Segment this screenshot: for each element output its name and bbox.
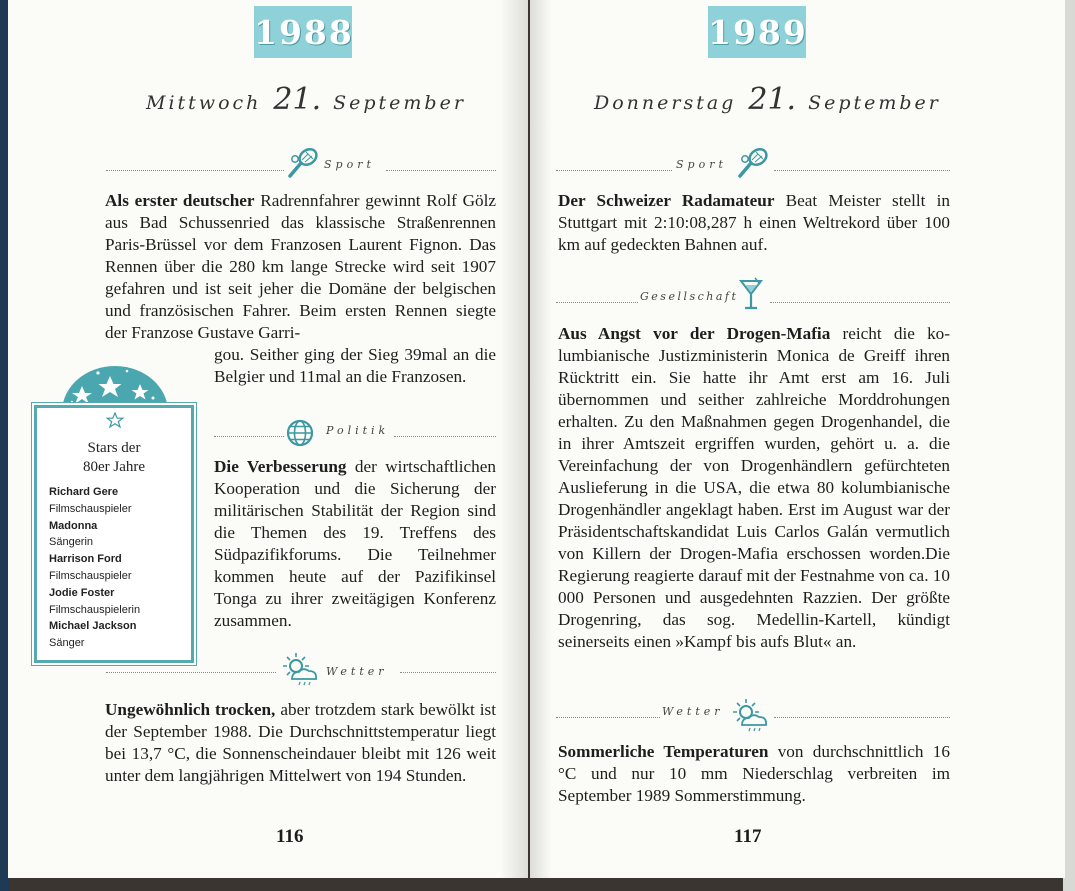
section-divider	[774, 717, 950, 718]
wetter-lead: Ungewöhnlich trocken,	[105, 700, 276, 719]
gesellschaft-lead: Aus Angst vor der Drogen-Mafia	[558, 324, 831, 343]
section-divider	[400, 672, 496, 673]
sport-text: Beat Meister stellt in Stuttgart mit 2:10:08,287 h einen Weltrekord über 100 km auf gedeckten Bahnen auf.	[558, 191, 950, 254]
section-divider	[386, 170, 496, 171]
date-heading	[594, 82, 941, 117]
section-divider	[106, 170, 284, 171]
year-header: 1988	[254, 6, 352, 58]
month: September	[808, 92, 941, 114]
wetter-text: aber trotzdem stark bewölkt ist der September 1988. Die Durchschnittstemperatur liegt bei 13,7 °C, die Sonnenscheindauer bleibt mit 126 weit unter dem langjährigen Mittelwert von 194 Stunden.	[105, 700, 496, 785]
star-name: Jodie Foster	[49, 586, 115, 599]
sun-cloud-icon	[726, 697, 770, 733]
star-role: Filmschauspieler	[49, 502, 132, 515]
stars-title-line2: 80er Jahre	[82, 459, 146, 475]
sport-lead: Als erster deutscher	[105, 191, 255, 210]
year-header: 1989	[708, 6, 806, 58]
section-label-politik: Politik	[326, 424, 390, 437]
star-name: Michael Jackson	[49, 620, 137, 633]
section-divider	[770, 302, 950, 303]
star-name: Richard Gere	[49, 486, 119, 498]
sport-paragraph-continued: gou. Seither ging der Sieg 39mal an die Belgier und 11mal an die Franzosen.	[214, 345, 496, 386]
sport-paragraph	[105, 190, 496, 344]
wetter-paragraph	[558, 741, 950, 807]
stars-title-line1: Stars der	[87, 440, 141, 456]
gesellschaft-text: reicht die kolumbianische Justizministerin Monica de Greiff ihren Rücktritt ein. Sie hatte ihr Amt erst am 16. Juli übernommen und seither zahlreiche Morddrohungen erhalten. Zu den Maßnahmen gegen Drogenhandel, die in ihrer Amtszeit ergriffen wurden, gehört u. a. die Vereinfachung der von Drogenhändlern gefürchteten Auslieferung in die USA, die etwa 80 kolumbianische Drogenhändler angeklagt haben. Erst im August war der Präsidentschaftskandidat Luis Carlos Galán vermutlich von Killern der Drogen-Mafia erschossen worden.Die Regierung reagierte darauf mit der Festnahme von ca. 10 000 Personen und ausgedehnten Razzien. Der größte Drogenring, das sog. Medellin-Kartell, kündigt seinerseits einen »Kampf bis aufs Blut« an.	[558, 324, 951, 651]
star-role: Filmschauspieler	[49, 569, 132, 582]
wetter-lead: Sommerliche Temperaturen	[558, 742, 769, 761]
weekday: Donnerstag	[594, 92, 737, 114]
section-divider	[556, 717, 660, 718]
wetter-paragraph	[105, 699, 496, 787]
section-label-wetter: Wetter	[326, 665, 388, 678]
section-label-sport: Sport	[324, 158, 375, 171]
section-label-sport: Sport	[676, 158, 727, 171]
cocktail-glass-icon	[738, 276, 764, 312]
section-divider	[106, 672, 276, 673]
gesellschaft-paragraph	[558, 323, 950, 653]
star-role: Sängerin	[49, 536, 94, 549]
weekday: Mittwoch	[146, 92, 262, 114]
section-divider	[774, 170, 950, 171]
tennis-racket-icon	[286, 146, 320, 180]
politik-text: der wirtschaftlichen Kooperation und die Sicherung der militärischen Stabilität der Region sind die Themen des 19. Treffens des Südpazifikforums. Die Teilnehmer kommen heute auf der Pazifikinsel Tonga zu ihrer zweitägigen Konferenz zusammen.	[214, 457, 496, 630]
star-name: Madonna	[49, 519, 98, 532]
page-number: 117	[734, 826, 762, 847]
star-role: Filmschauspielerin	[49, 603, 141, 616]
right-page	[530, 0, 1065, 878]
section-divider	[394, 436, 496, 437]
sport-paragraph	[558, 190, 950, 256]
section-divider	[214, 436, 284, 437]
stars-sidebar	[34, 405, 194, 663]
stars-list	[49, 484, 140, 652]
wetter-text: von durchschnittlich 16 °C und nur 10 mm Niederschlag verbreiten im September 1989 Sommerstimmung.	[558, 742, 950, 805]
politik-paragraph	[214, 456, 496, 632]
star-name: Harrison Ford	[49, 553, 122, 566]
day: 21.	[748, 82, 797, 117]
politik-lead: Die Verbesserung	[214, 457, 347, 476]
day: 21.	[273, 82, 322, 117]
sun-cloud-icon	[276, 651, 320, 687]
left-page	[8, 0, 528, 878]
sport-text: Radrennfahrer gewinnt Rolf Gölz aus Bad Schussenried das klassische Straßenrennen Paris-Brüssel vor dem Franzosen Laurent Fignon. Das Rennen über die 280 km lange Strecke wird seit 1907 gefahren und ist seit jeher die Domäne der belgischen und französischen Fahrer. Beim ersten Rennen siegte der Franzose Gustave Garri-	[105, 191, 496, 342]
star-icon	[106, 412, 124, 430]
section-divider	[556, 170, 672, 171]
date-heading	[146, 82, 466, 117]
tennis-racket-icon	[736, 146, 770, 180]
star-role: Sänger	[49, 637, 85, 650]
section-divider	[556, 302, 638, 303]
globe-icon	[285, 418, 315, 448]
section-label-gesellschaft: Gesellschaft	[640, 290, 739, 303]
page-number: 116	[276, 826, 304, 847]
section-label-wetter: Wetter	[662, 705, 724, 718]
month: September	[333, 92, 466, 114]
sport-lead: Der Schweizer Radamateur	[558, 191, 775, 210]
